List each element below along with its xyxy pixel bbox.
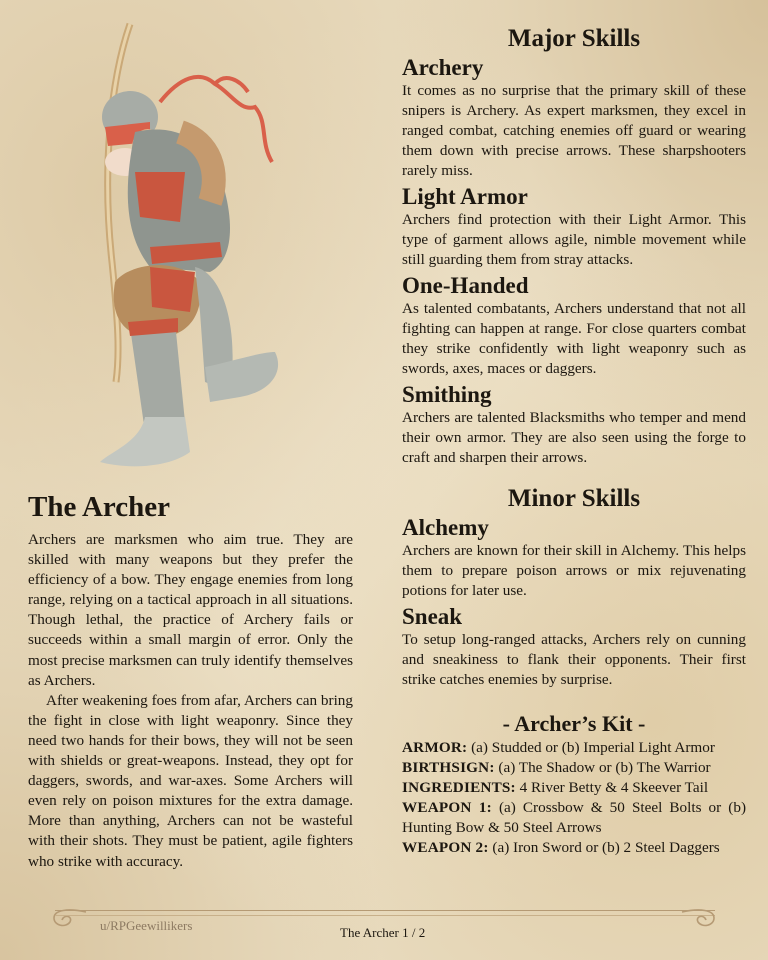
- footer-ornament-right-icon: [680, 898, 720, 934]
- footer-ornament-left-icon: [48, 898, 88, 934]
- kit-item-birthsign: [402, 758, 746, 778]
- skill-description: Archers are known for their skill in Alchemy. This helps them to prepare poison arrows or mix rejuvenating potions for later use.: [402, 542, 746, 599]
- kit-value: (a) Studded or (b) Imperial Light Armor: [471, 739, 715, 756]
- skill-description: To setup long-ranged attacks, Archers rely on cunning and sneakiness to flank their opponents. Their first strike catches enemies by surprise.: [402, 631, 746, 688]
- kit-label: ARMOR:: [402, 739, 468, 756]
- intro-paragraph-2: After weakening foes from afar, Archers can bring the fight in close with light weaponry. Since they need two hands for their bows, they will not be seen with shields or great-weapons. Instead, they opt for daggers, swords, and war-axes. Some Archers will even rely on poison mixtures for the extra damage. More than anything, Archers can not be wasteful with their shots. They must be patient, agile fighters who strike with accuracy.: [28, 691, 353, 870]
- minor-skills-title: Minor Skills: [507, 485, 641, 512]
- kit-value: (a) Iron Sword or (b) 2 Steel Daggers: [492, 839, 720, 856]
- skill-description: Archers find protection with their Light Armor. This type of garment allows agile, nimble movement while still guarding them from stray attacks.: [402, 211, 746, 268]
- skill-sneak: [402, 603, 746, 690]
- skill-name: Alchemy: [402, 515, 489, 540]
- class-intro: [28, 490, 353, 872]
- kit-value: (a) The Shadow or (b) The Warrior: [498, 759, 711, 776]
- kit-value: (a) Crossbow & 50 Steel Bolts or (b) Hunting Bow & 50 Steel Arrows: [402, 799, 747, 836]
- skill-alchemy: [402, 514, 746, 601]
- skill-description: It comes as no surprise that the primary skill of these snipers is Archery. As expert marksmen, they excel in ranged combat, catching enemies off guard or wearing them down with precise arrows. These sharpshooters rarely miss.: [402, 82, 746, 179]
- skill-name: One-Handed: [402, 273, 529, 298]
- kit-item-weapon-2: [402, 838, 746, 858]
- kit-label: BIRTHSIGN:: [402, 759, 495, 776]
- skill-one-handed: [402, 272, 746, 379]
- kit-label: WEAPON 2:: [402, 839, 489, 856]
- skill-description: As talented combatants, Archers understand that not all fighting can happen at range. For close quarters combat they strike confidently with light weaponry such as swords, axes, maces or daggers.: [402, 300, 746, 377]
- footer-divider: [55, 910, 715, 916]
- class-title: The Archer: [28, 491, 171, 523]
- kit-label: INGREDIENTS:: [402, 779, 516, 796]
- skill-light-armor: [402, 183, 746, 270]
- kit-title: - Archer’s Kit -: [502, 711, 646, 736]
- kit-label: WEAPON 1:: [402, 799, 492, 816]
- kit-list: [402, 738, 746, 858]
- skill-name: Sneak: [402, 604, 463, 629]
- skill-name: Light Armor: [402, 184, 528, 209]
- archer-illustration: [90, 22, 290, 477]
- kit-item-weapon-1: [402, 798, 746, 838]
- author-credit: u/RPGeewillikers: [100, 918, 193, 933]
- skill-description: Archers are talented Blacksmiths who temper and mend their own armor. They are also seen using the forge to craft and sharpen their arrows.: [402, 409, 746, 466]
- skills-column: [402, 24, 746, 858]
- kit-item-armor: [402, 738, 746, 758]
- skill-archery: [402, 54, 746, 181]
- page-number: The Archer 1 / 2: [340, 925, 426, 940]
- skill-name: Smithing: [402, 382, 492, 407]
- skill-name: Archery: [402, 55, 484, 80]
- kit-value: 4 River Betty & 4 Skeever Tail: [519, 779, 709, 796]
- intro-paragraph-1: Archers are marksmen who aim true. They are skilled with many weapons but they prefer the efficiency of a bow. They engage enemies from long range, relying on a tactical approach in all situations. Though lethal, the practice of Archery fails or succeeds within a small margin of error. Only the most precise marksmen can truly identify themselves as Archers.: [28, 531, 353, 689]
- kit-item-ingredients: [402, 778, 746, 798]
- skill-smithing: [402, 381, 746, 468]
- major-skills-title: Major Skills: [507, 25, 641, 52]
